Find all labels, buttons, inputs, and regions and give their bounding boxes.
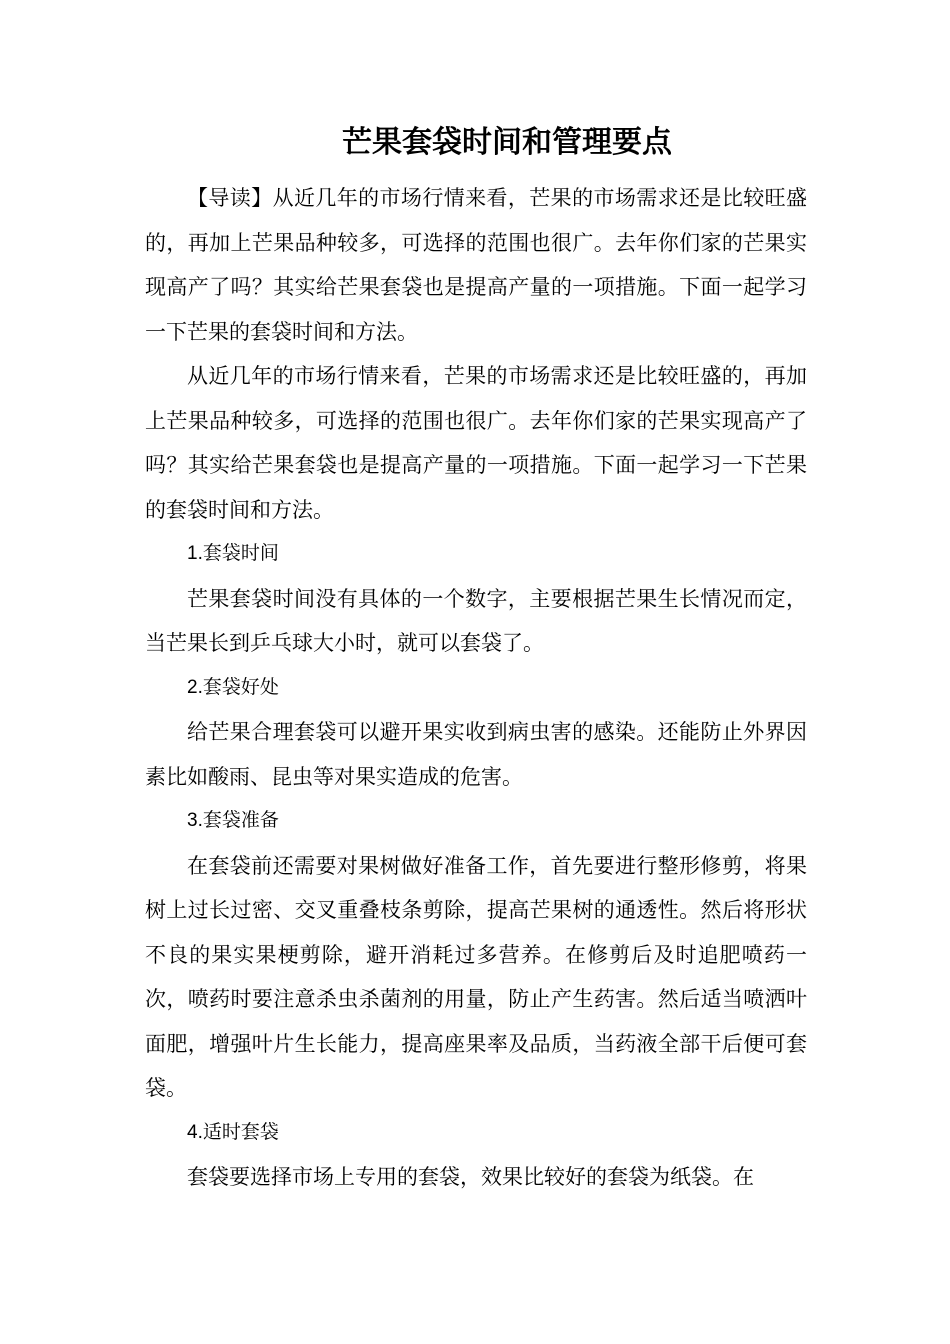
page-title: 芒果套袋时间和管理要点 <box>342 125 672 160</box>
body-paragraph: 在套袋前还需要对果树做好准备工作，首先要进行整形修剪，将果树上过长过密、交叉重叠枝条剪除，提高芒果树的通透性。然后将形状不良的果实果梗剪除，避开消耗过多营养。在修剪后及时追肥喷药一次，喷药时要注意杀虫杀菌剂的用量，防止产生药害。然后适当喷洒叶面肥，增强叶片生长能力，提高座果率及品质，当药液全部干后便可套袋。 <box>145 853 807 1100</box>
body-paragraph: 从近几年的市场行情来看，芒果的市场需求还是比较旺盛的，再加上芒果品种较多，可选择的范围也很广。去年你们家的芒果实现高产了吗？其实给芒果套袋也是提高产量的一项措施。下面一起学习一下芒果的套袋时间和方法。 <box>145 364 807 522</box>
intro-paragraph: 【导读】从近几年的市场行情来看，芒果的市场需求还是比较旺盛的，再加上芒果品种较多，可选择的范围也很广。去年你们家的芒果实现高产了吗？其实给芒果套袋也是提高产量的一项措施。下面一起学习一下芒果的套袋时间和方法。 <box>145 186 807 344</box>
body-paragraph: 套袋要选择市场上专用的套袋，效果比较好的套袋为纸袋。在 <box>187 1165 754 1189</box>
body-paragraph: 芒果套袋时间没有具体的一个数字，主要根据芒果生长情况而定，当芒果长到乒乓球大小时，就可以套袋了。 <box>145 586 807 655</box>
document-body <box>145 118 807 1200</box>
section-heading-bagging-preparation: 3.套袋准备 <box>187 810 279 831</box>
section-heading-timely-bagging: 4.适时套袋 <box>187 1121 279 1143</box>
section-heading-bagging-time: 1.套袋时间 <box>187 543 279 564</box>
body-paragraph: 给芒果合理套袋可以避开果实收到病虫害的感染。还能防止外界因素比如酸雨、昆虫等对果实造成的危害。 <box>145 720 807 789</box>
section-heading-bagging-benefits: 2.套袋好处 <box>187 676 279 698</box>
